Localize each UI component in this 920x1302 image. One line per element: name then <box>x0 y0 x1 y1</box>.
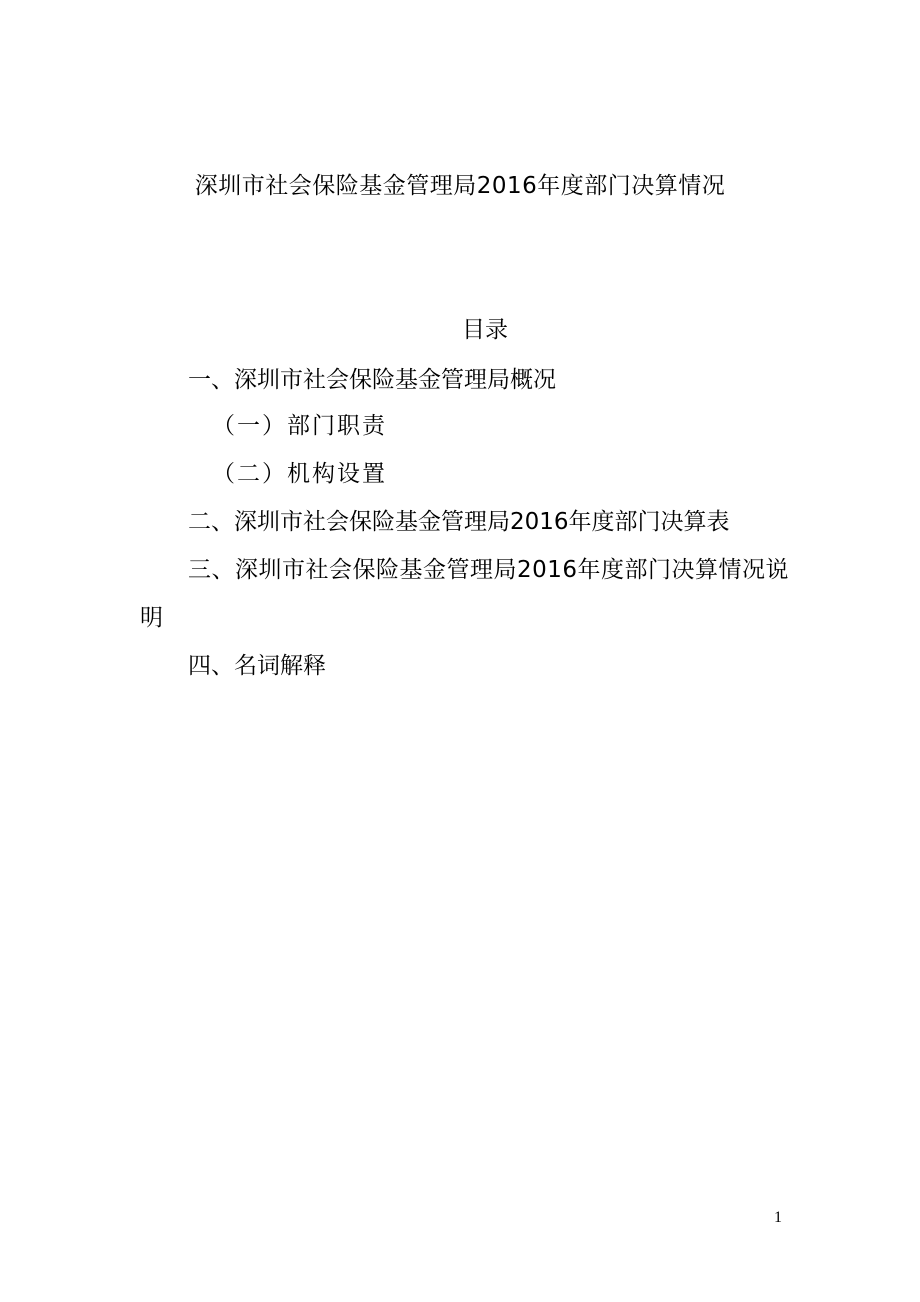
toc-item-overview: 一、深圳市社会保险基金管理局概况 <box>188 367 556 393</box>
page-number: 1 <box>774 1209 782 1226</box>
toc-item-glossary: 四、名词解释 <box>188 653 326 679</box>
toc-item-final-accounts-tables: 二、深圳市社会保险基金管理局2016年度部门决算表 <box>188 509 730 535</box>
toc-item-final-accounts-explanation: 三、深圳市社会保险基金管理局2016年度部门决算情况说明 <box>140 557 790 631</box>
toc-heading: 目录 <box>462 317 508 343</box>
toc-item-responsibilities: （一）部门职责 <box>212 413 387 439</box>
document-title: 深圳市社会保险基金管理局2016年度部门决算情况 <box>194 173 726 199</box>
toc-item-organization: （二）机构设置 <box>212 461 387 487</box>
